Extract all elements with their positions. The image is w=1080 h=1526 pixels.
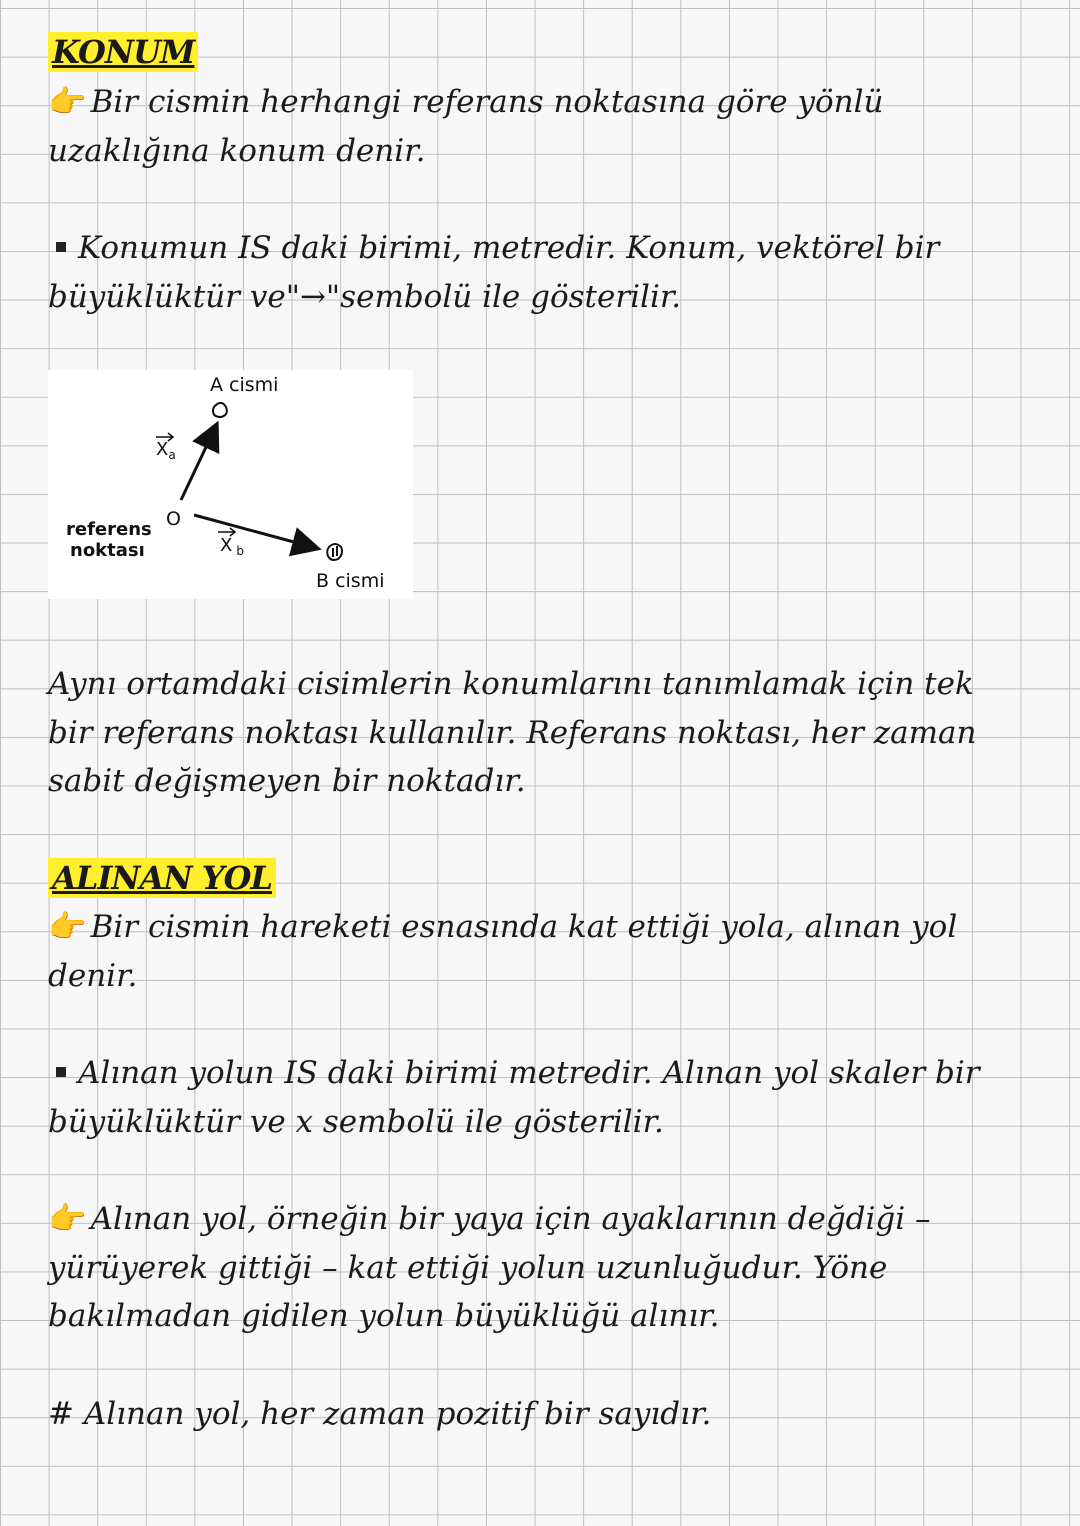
label-xb: X $_b$	[220, 535, 244, 558]
alinan-yol-example: 👉 Alınan yol, örneğin bir yaya için ayaklarının değdiği – yürüyerek gittiği – kat ettiği yolun uzunluğudur. Yöne bakılmadan gidilen yolun büyüklüğü alınır.	[48, 1195, 1028, 1341]
pointing-hand-icon: 👉	[48, 84, 87, 120]
vector-xb-arrow	[194, 515, 316, 548]
alinan-yol-positive-note: # Alınan yol, her zaman pozitif bir sayıdır.	[48, 1396, 712, 1432]
label-b-cismi: B cismi	[316, 570, 385, 592]
position-diagram	[48, 370, 413, 599]
vector-xa-arrow	[181, 426, 216, 500]
alinan-yol-unit-note: Alınan yolun IS daki birimi metredir. Alınan yol skaler bir büyüklüktür ve x sembolü ile gösterilir.	[48, 1055, 980, 1140]
reference-note: Aynı ortamdaki cisimlerin konumlarını tanımlamak için tek bir referans noktası kullanılır. Referans noktası, her zaman sabit değişmeyen bir noktadır.	[48, 666, 977, 800]
object-a-icon	[213, 403, 227, 417]
konum-definition: 👉 Bir cismin herhangi referans noktasına göre yönlü uzaklığına konum denir.	[48, 78, 1028, 175]
label-ref-1: referens	[66, 519, 152, 540]
konum-heading: KONUM	[48, 32, 198, 72]
label-origin: O	[166, 508, 181, 530]
alinan-yol-definition: 👉 Bir cismin hareketi esnasında kat ettiği yola, alınan yol denir.	[48, 903, 1028, 1000]
label-xa: $X_a$	[156, 439, 176, 462]
pointing-hand-icon: 👉	[48, 1201, 87, 1237]
pointing-hand-icon: 👉	[48, 909, 87, 945]
position-diagram-svg	[48, 370, 413, 599]
bullet-icon	[56, 1067, 66, 1077]
label-a-cismi: A cismi	[210, 374, 279, 396]
label-ref-2: noktası	[70, 540, 145, 561]
konum-unit-note: Konumun IS daki birimi, metredir. Konum, vektörel bir büyüklüktür ve"→"sembolü ile gösterilir.	[48, 230, 940, 315]
alinan-yol-heading: ALINAN YOL	[48, 858, 276, 898]
bullet-icon	[56, 242, 66, 252]
object-b-icon	[327, 544, 342, 560]
